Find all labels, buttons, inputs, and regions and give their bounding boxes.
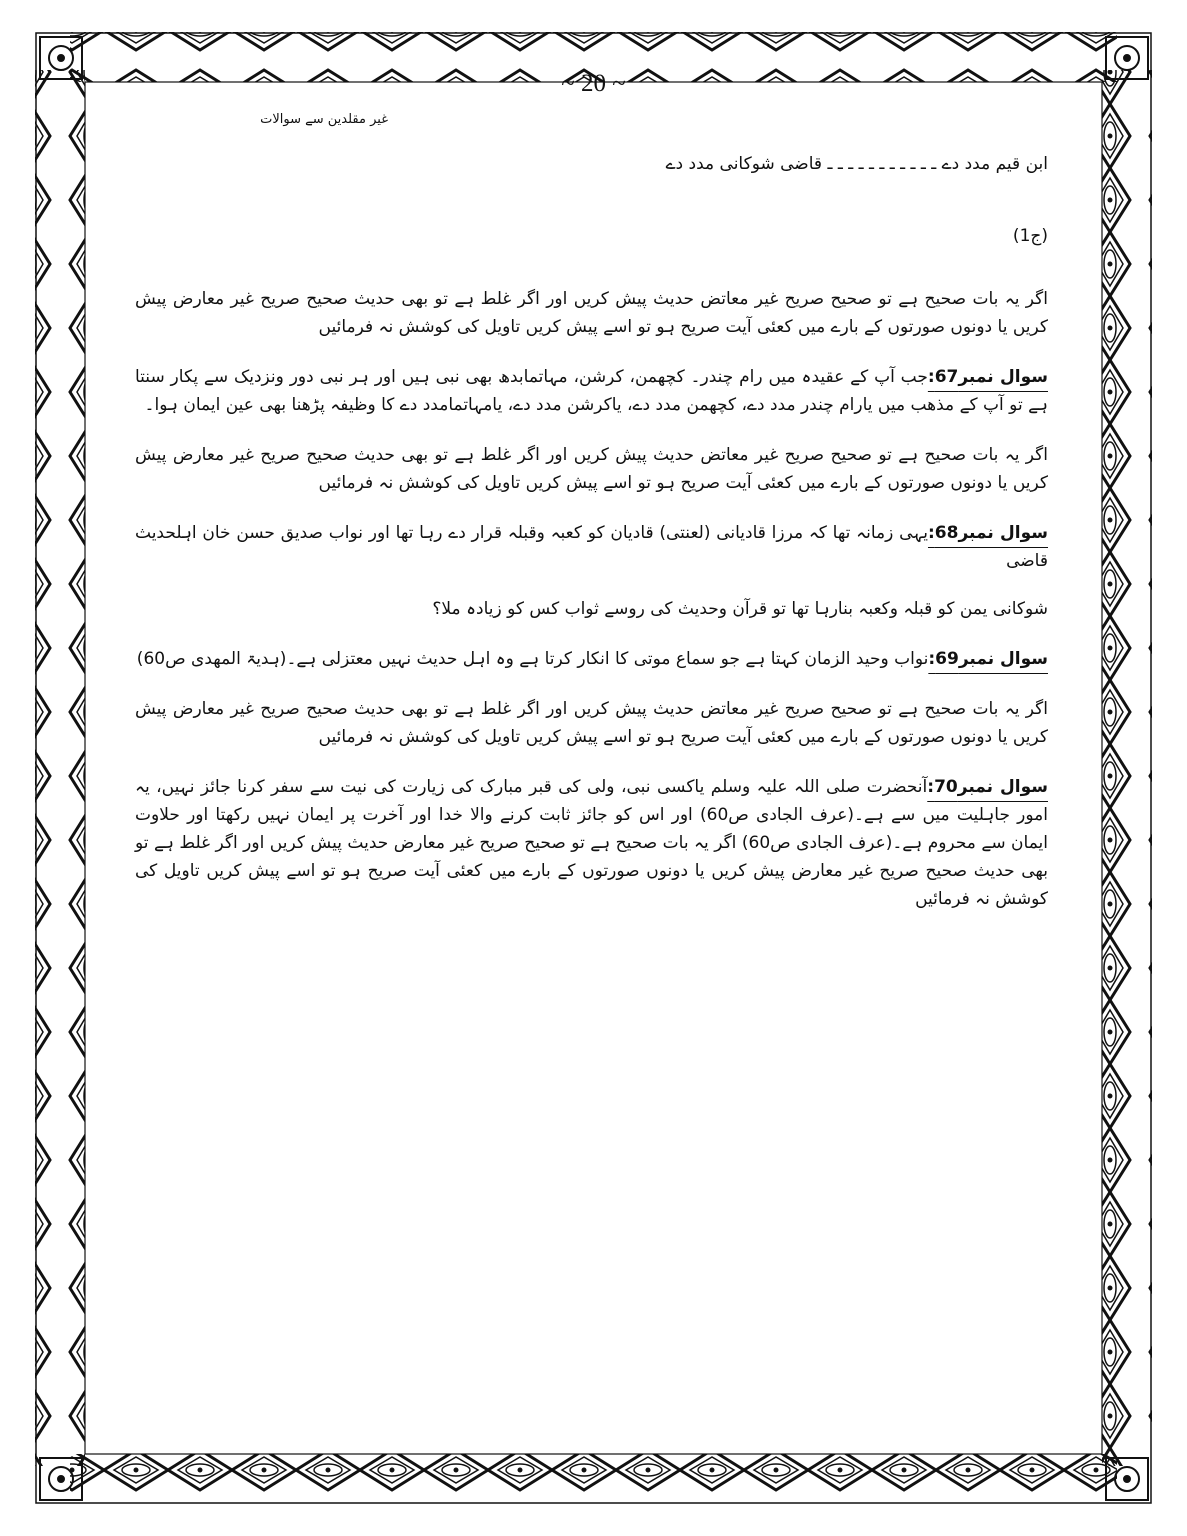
question-70 <box>135 773 1048 913</box>
heading-line: ابن قیم مدد دے ـ ـ ـ ـ ـ ـ ـ ـ ـ ـ ـ قاضی شوکانی مدد دے <box>665 154 1048 174</box>
section-label: (ج1) <box>1012 226 1048 246</box>
page-body <box>135 150 1048 913</box>
question-68-text-1: یہی زمانہ تھا کہ مرزا قادیانی (لعنتی) قادیان کو کعبہ وقبلہ قرار دے رہا تھا اور نواب صدیق حسن خان اہلحدیث قاضی <box>135 523 1048 571</box>
paragraph-2: اگر یہ بات صحیح ہے تو صحیح صریح غیر معاتض حدیث پیش کریں اور اگر غلط ہے تو بھی حدیث صحیح صریح غیر معارض پیش کریں یا دونوں صورتوں کے بارے میں کعئی آیت صریح ہو تو اسے پیش کریں تاویل کی کوشش نہ فرمائیں <box>135 445 1048 493</box>
question-68-label: سوال نمبر68: <box>927 523 1048 543</box>
question-70-text: آنحضرت صلی اللہ علیہ وسلم یاکسی نبی، ولی کی قبر مبارک کی زیارت کی نیت سے سفر کرنا جائز نہیں، یہ امور جاہلیت میں سے ہے۔(عرف الجادی ص60) اور اس کو جائز ثابت کرنے والا خدا اور آخرت پر ایمان نہیں رکھتا اور حلاوت ایمان سے محروم ہے۔(عرف الجادی ص60) اگر یہ بات صحیح ہے تو صحیح صریح غیر معارض حدیث پیش کریں اور اگر غلط ہے تو بھی حدیث صحیح صریح غیر معارض پیش کریں یا دونوں صورتوں کے بارے میں کعئی آیت صریح ہو تو اسے پیش کریں تاویل کی کوشش نہ فرمائیں <box>135 777 1048 909</box>
question-68-continued: شوکانی یمن کو قبلہ وکعبہ بنارہا تھا تو قرآن وحدیث کی روسے ثواب کس کو زیادہ ملا؟ <box>432 599 1048 619</box>
question-69 <box>135 645 1048 673</box>
question-67-label: سوال نمبر67: <box>927 367 1048 387</box>
question-70-label: سوال نمبر70: <box>927 777 1048 797</box>
question-69-label: سوال نمبر69: <box>928 649 1048 669</box>
paragraph-3: اگر یہ بات صحیح ہے تو صحیح صریح غیر معاتض حدیث پیش کریں اور اگر غلط ہے تو بھی حدیث صحیح صریح غیر معارض پیش کریں یا دونوں صورتوں کے بارے میں کعئی آیت صریح ہو تو اسے پیش کریں تاویل کی کوشش نہ فرمائیں <box>135 699 1048 747</box>
question-67 <box>135 363 1048 419</box>
question-67-text: جب آپ کے عقیدہ میں رام چندر۔ کچھمن، کرشن، مہاتمابدھ بھی نبی ہیں اور ہر نبی دور ونزدیک سے پکار سنتا ہے تو آپ کے مذھب میں یارام چندر مدد دے، کچھمن مدد دے، یاکرشن مدد دے، یامہاتمامدد دے کا وظیفہ پڑھنا بھی عین ایمان ہوا۔ <box>135 367 1048 415</box>
question-68 <box>135 519 1048 575</box>
running-header: غیر مقلدین سے سوالات <box>260 112 388 127</box>
paragraph-1: اگر یہ بات صحیح ہے تو صحیح صریح غیر معاتض حدیث پیش کریں اور اگر غلط ہے تو بھی حدیث صحیح صریح غیر معارض پیش کریں یا دونوں صورتوں کے بارے میں کعئی آیت صریح ہو تو اسے پیش کریں تاویل کی کوشش نہ فرمائیں <box>135 289 1048 337</box>
question-69-text: نواب وحید الزمان کہتا ہے جو سماع موتی کا انکار کرتا ہے وہ اہل حدیث نہیں معتزلی ہے۔(ہدیۃ المھدی ص60) <box>136 649 929 669</box>
page-number: ~ 20 ~ <box>561 70 626 97</box>
